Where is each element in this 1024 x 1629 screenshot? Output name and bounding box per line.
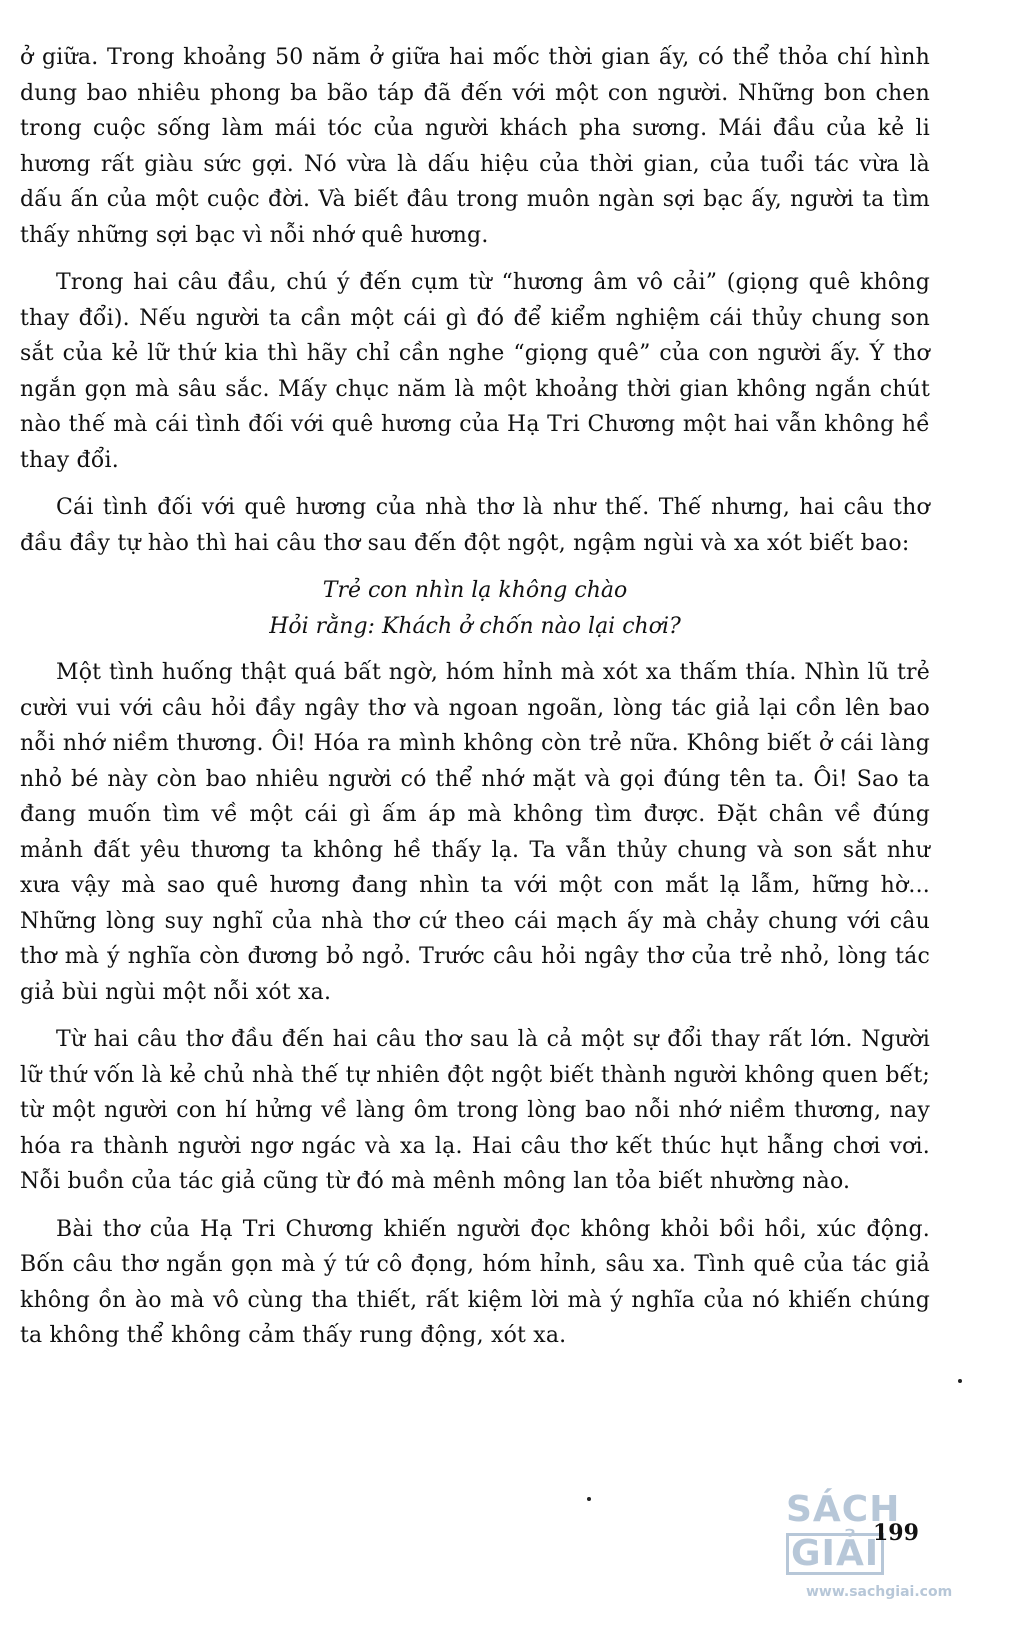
- page-body: [20, 40, 930, 1366]
- poem-line-2: Hỏi rằng: Khách ở chốn nào lại chơi?: [269, 614, 681, 639]
- paragraph-4: Một tình huống thật quá bất ngờ, hóm hỉnh mà xót xa thấm thía. Nhìn lũ trẻ cười vui với câu hỏi đầy ngây thơ và ngoan ngoãn, lòng tác giả lại cồn lên bao nỗi nhớ niềm thương. Ôi! Hóa ra mình không còn trẻ nữa. Không biết ở cái làng nhỏ bé này còn bao nhiêu người có thể nhớ mặt và gọi đúng tên ta. Ôi! Sao ta đang muốn tìm về một cái gì ấm áp mà không tìm được. Đặt chân về đúng mảnh đất yêu thương ta không hề thấy lạ. Ta vẫn thủy chung và son sắt như xưa vậy mà sao quê hương đang nhìn ta với một con mắt lạ lẫm, hững hờ... Những lòng suy nghĩ của nhà thơ cứ theo cái mạch ấy mà chảy chung với câu thơ mà ý nghĩa còn đương bỏ ngỏ. Trước câu hỏi ngây thơ của trẻ nhỏ, lòng tác giả bùi ngùi một nỗi xót xa.: [20, 660, 930, 1005]
- paragraph-3: Cái tình đối với quê hương của nhà thơ là như thế. Thế nhưng, hai câu thơ đầu đầy tự hào thì hai câu thơ sau đến đột ngột, ngậm ngùi và xa xót biết bao:: [20, 495, 930, 556]
- page-number: 199: [873, 1520, 919, 1546]
- paragraph-1: ở giữa. Trong khoảng 50 năm ở giữa hai mốc thời gian ấy, có thể thỏa chí hình dung bao nhiêu phong ba bão táp đã đến với một con người. Những bon chen trong cuộc sống làm mái tóc của người khách pha sương. Mái đầu của kẻ li hương rất giàu sức gợi. Nó vừa là dấu hiệu của thời gian, của tuổi tác vừa là dấu ấn của một cuộc đời. Và biết đâu trong muôn ngàn sợi bạc ấy, người ta tìm thấy những sợi bạc vì nỗi nhớ quê hương.: [20, 45, 930, 248]
- paragraph-2: Trong hai câu đầu, chú ý đến cụm từ “hương âm vô cải” (giọng quê không thay đổi). Nếu người ta cần một cái gì đó để kiểm nghiệm cái thủy chung son sắt của kẻ lữ thứ kia thì hãy chỉ cần nghe “giọng quê” của con người ấy. Ý thơ ngắn gọn mà sâu sắc. Mấy chục năm là một khoảng thời gian không ngắn chút nào thế mà cái tình đối với quê hương của Hạ Tri Chương một hai vẫn không hề thay đổi.: [20, 270, 930, 473]
- paragraph-5: Từ hai câu thơ đầu đến hai câu thơ sau là cả một sự đổi thay rất lớn. Người lữ thứ vốn là kẻ chủ nhà thế tự nhiên đột ngột biết thành người không quen bết; từ một người con hí hửng về làng ôm trong lòng bao nỗi nhớ niềm thương, nay hóa ra thành người ngơ ngác và xa lạ. Hai câu thơ kết thúc hụt hẫng chơi vơi. Nỗi buồn của tác giả cũng từ đó mà mênh mông lan tỏa biết nhường nào.: [20, 1027, 930, 1194]
- paragraph-6: Bài thơ của Hạ Tri Chương khiến người đọc không khỏi bồi hồi, xúc động. Bốn câu thơ ngắn gọn mà ý tứ cô đọng, hóm hỉnh, sâu xa. Tình quê của tác giả không ồn ào mà vô cùng tha thiết, rất kiệm lời mà ý nghĩa của nó khiến chúng ta không thể không cảm thấy rung động, xót xa.: [20, 1216, 930, 1348]
- poem-excerpt: [20, 573, 930, 645]
- poem-line-1: Trẻ con nhìn lạ không chào: [322, 578, 628, 603]
- watermark-brand-left: SÁCH: [786, 1489, 901, 1530]
- speck-mark: [958, 1379, 962, 1383]
- watermark-url: www.sachgiai.com: [806, 1584, 953, 1600]
- watermark-brand-boxed: GIẢI: [786, 1533, 884, 1575]
- speck-mark: [587, 1497, 591, 1501]
